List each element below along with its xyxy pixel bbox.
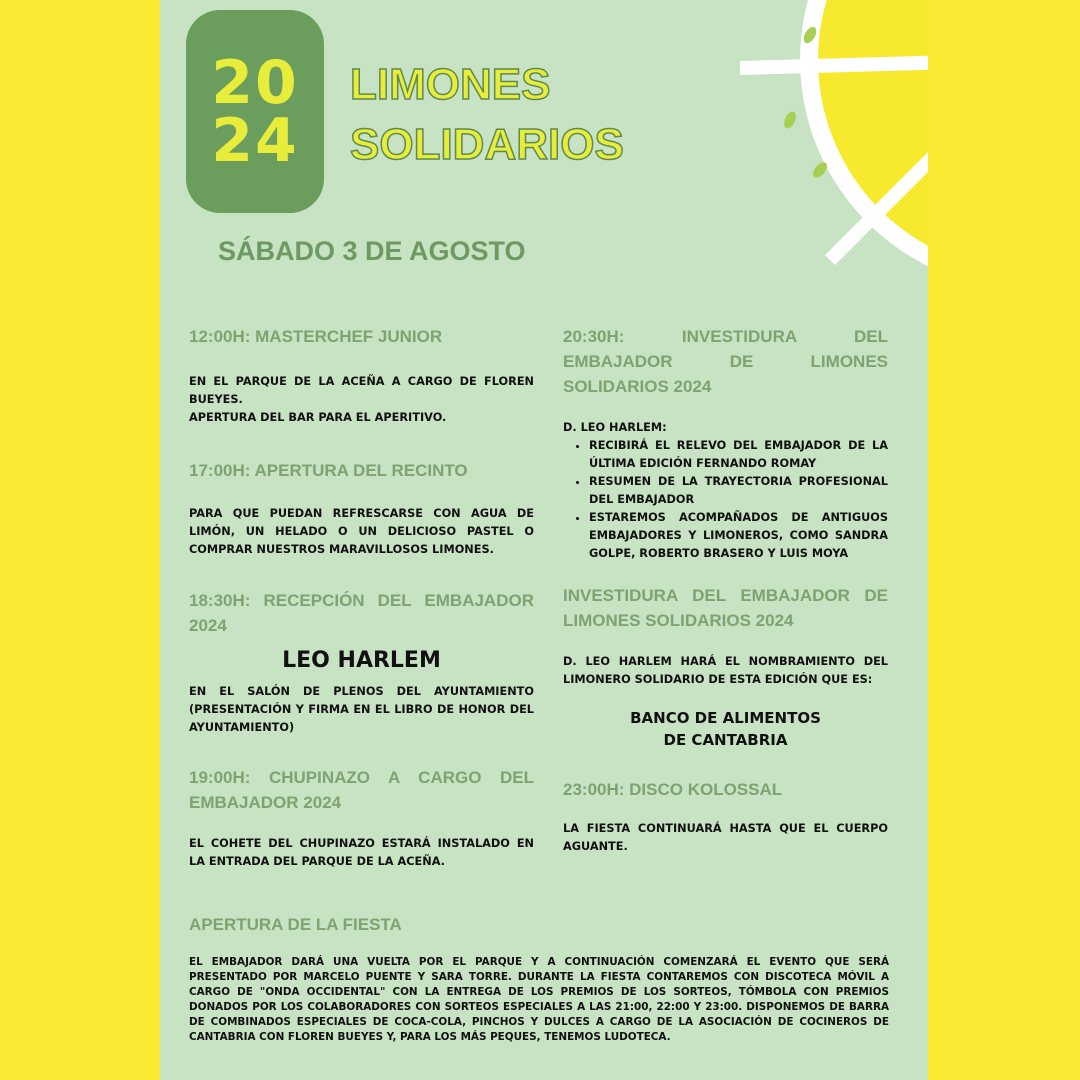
investidura-heading: 20:30H: INVESTIDURA DEL EMBAJADOR DE LIMONES SOLIDARIOS 2024 <box>563 327 888 396</box>
masterchef-body: EN EL PARQUE DE LA ACEÑA A CARGO DE FLOREN BUEYES. <box>189 375 534 406</box>
event-date: SÁBADO 3 DE AGOSTO <box>218 236 526 266</box>
winner-line-2: DE CANTABRIA <box>663 731 788 749</box>
event-title <box>350 55 624 175</box>
chupinazo-heading: 19:00H: CHUPINAZO A CARGO DEL EMBAJADOR 2024 <box>189 768 534 812</box>
masterchef-heading: 12:00H: MASTERCHEF JUNIOR <box>189 327 443 346</box>
recepcion-body: EN EL SALÓN DE PLENOS DEL AYUNTAMIENTO (PRESENTACIÓN Y FIRMA EN EL LIBRO DE HONOR DEL AYUNTAMIENTO) <box>189 685 534 734</box>
list-item: • ESTAREMOS ACOMPAÑADOS DE ANTIGUOS EMBAJADORES Y LIMONEROS, COMO SANDRA GOLPE, ROBERTO BRASERO Y LUIS MOYA <box>589 509 888 563</box>
winner-line-1: BANCO DE ALIMENTOS <box>630 709 821 727</box>
investidura-list <box>563 437 888 563</box>
bar-body: APERTURA DEL BAR PARA EL APERITIVO. <box>189 411 447 424</box>
poster <box>160 0 928 1080</box>
title-line-1: LIMONES <box>350 60 551 109</box>
left-column <box>189 324 534 871</box>
recepcion-heading: 18:30H: RECEPCIÓN DEL EMBAJADOR 2024 <box>189 591 534 635</box>
list-item: • RECIBIRÁ EL RELEVO DEL EMBAJADOR DE LA ÚLTIMA EDICIÓN FERNANDO ROMAY <box>589 437 888 473</box>
nombramiento-body: D. LEO HARLEM HARÁ EL NOMBRAMIENTO DEL LIMONERO SOLIDARIO DE ESTA EDICIÓN QUE ES: <box>563 655 888 686</box>
lemon-slice-icon <box>700 0 928 320</box>
investidura-intro: D. LEO HARLEM: <box>563 421 667 434</box>
list-item: • RESUMEN DE LA TRAYECTORIA PROFESIONAL DEL EMBAJADOR <box>589 473 888 509</box>
chupinazo-body: EL COHETE DEL CHUPINAZO ESTARÁ INSTALADO EN LA ENTRADA DEL PARQUE DE LA ACEÑA. <box>189 837 534 868</box>
year-badge <box>186 10 324 213</box>
year-bottom: 24 <box>211 105 299 176</box>
title-line-2: SOLIDARIOS <box>350 120 624 169</box>
recinto-body: PARA QUE PUEDAN REFRESCARSE CON AGUA DE LIMÓN, UN HELADO O UN DELICIOSO PASTEL O COMPRAR NUESTROS MARAVILLOSOS LIMONES. <box>189 507 534 556</box>
fiesta-heading: APERTURA DE LA FIESTA <box>189 915 402 934</box>
fiesta-section <box>189 912 889 1045</box>
year-top: 20 <box>211 47 299 118</box>
nombramiento-heading: INVESTIDURA DEL EMBAJADOR DE LIMONES SOLIDARIOS 2024 <box>563 586 888 630</box>
fiesta-body: EL EMBAJADOR DARÁ UNA VUELTA POR EL PARQUE Y A CONTINUACIÓN COMENZARÁ EL EVENTO QUE SERÁ PRESENTADO POR MARCELO PUENTE Y SARA TORRE. DURANTE LA FIESTA CONTAREMOS CON DISCOTECA MÓVIL A CARGO DE "ONDA OCCIDENTAL" CON LA ENTREGA DE LOS PREMIOS DE LOS SORTEOS, TÓMBOLA CON PREMIOS DONADOS POR LOS COLABORADORES CON SORTEOS ESPECIALES A LAS 21:00, 22:00 Y 23:00. DISPONEMOS DE BARRA DE COMBINADOS ESPECIALES DE COCA-COLA, PINCHOS Y DULCES A CARGO DE LA ASOCIACIÓN DE COCINEROS DE CANTABRIA CON FLOREN BUEYES Y, PARA LOS MÁS PEQUES, TENEMOS LUDOTECA. <box>189 956 889 1043</box>
ambassador-name: LEO HARLEM <box>282 648 441 673</box>
disco-heading: 23:00H: DISCO KOLOSSAL <box>563 780 783 799</box>
right-column <box>563 324 888 856</box>
recinto-heading: 17:00H: APERTURA DEL RECINTO <box>189 461 468 480</box>
disco-body: LA FIESTA CONTINUARÁ HASTA QUE EL CUERPO AGUANTE. <box>563 822 888 853</box>
